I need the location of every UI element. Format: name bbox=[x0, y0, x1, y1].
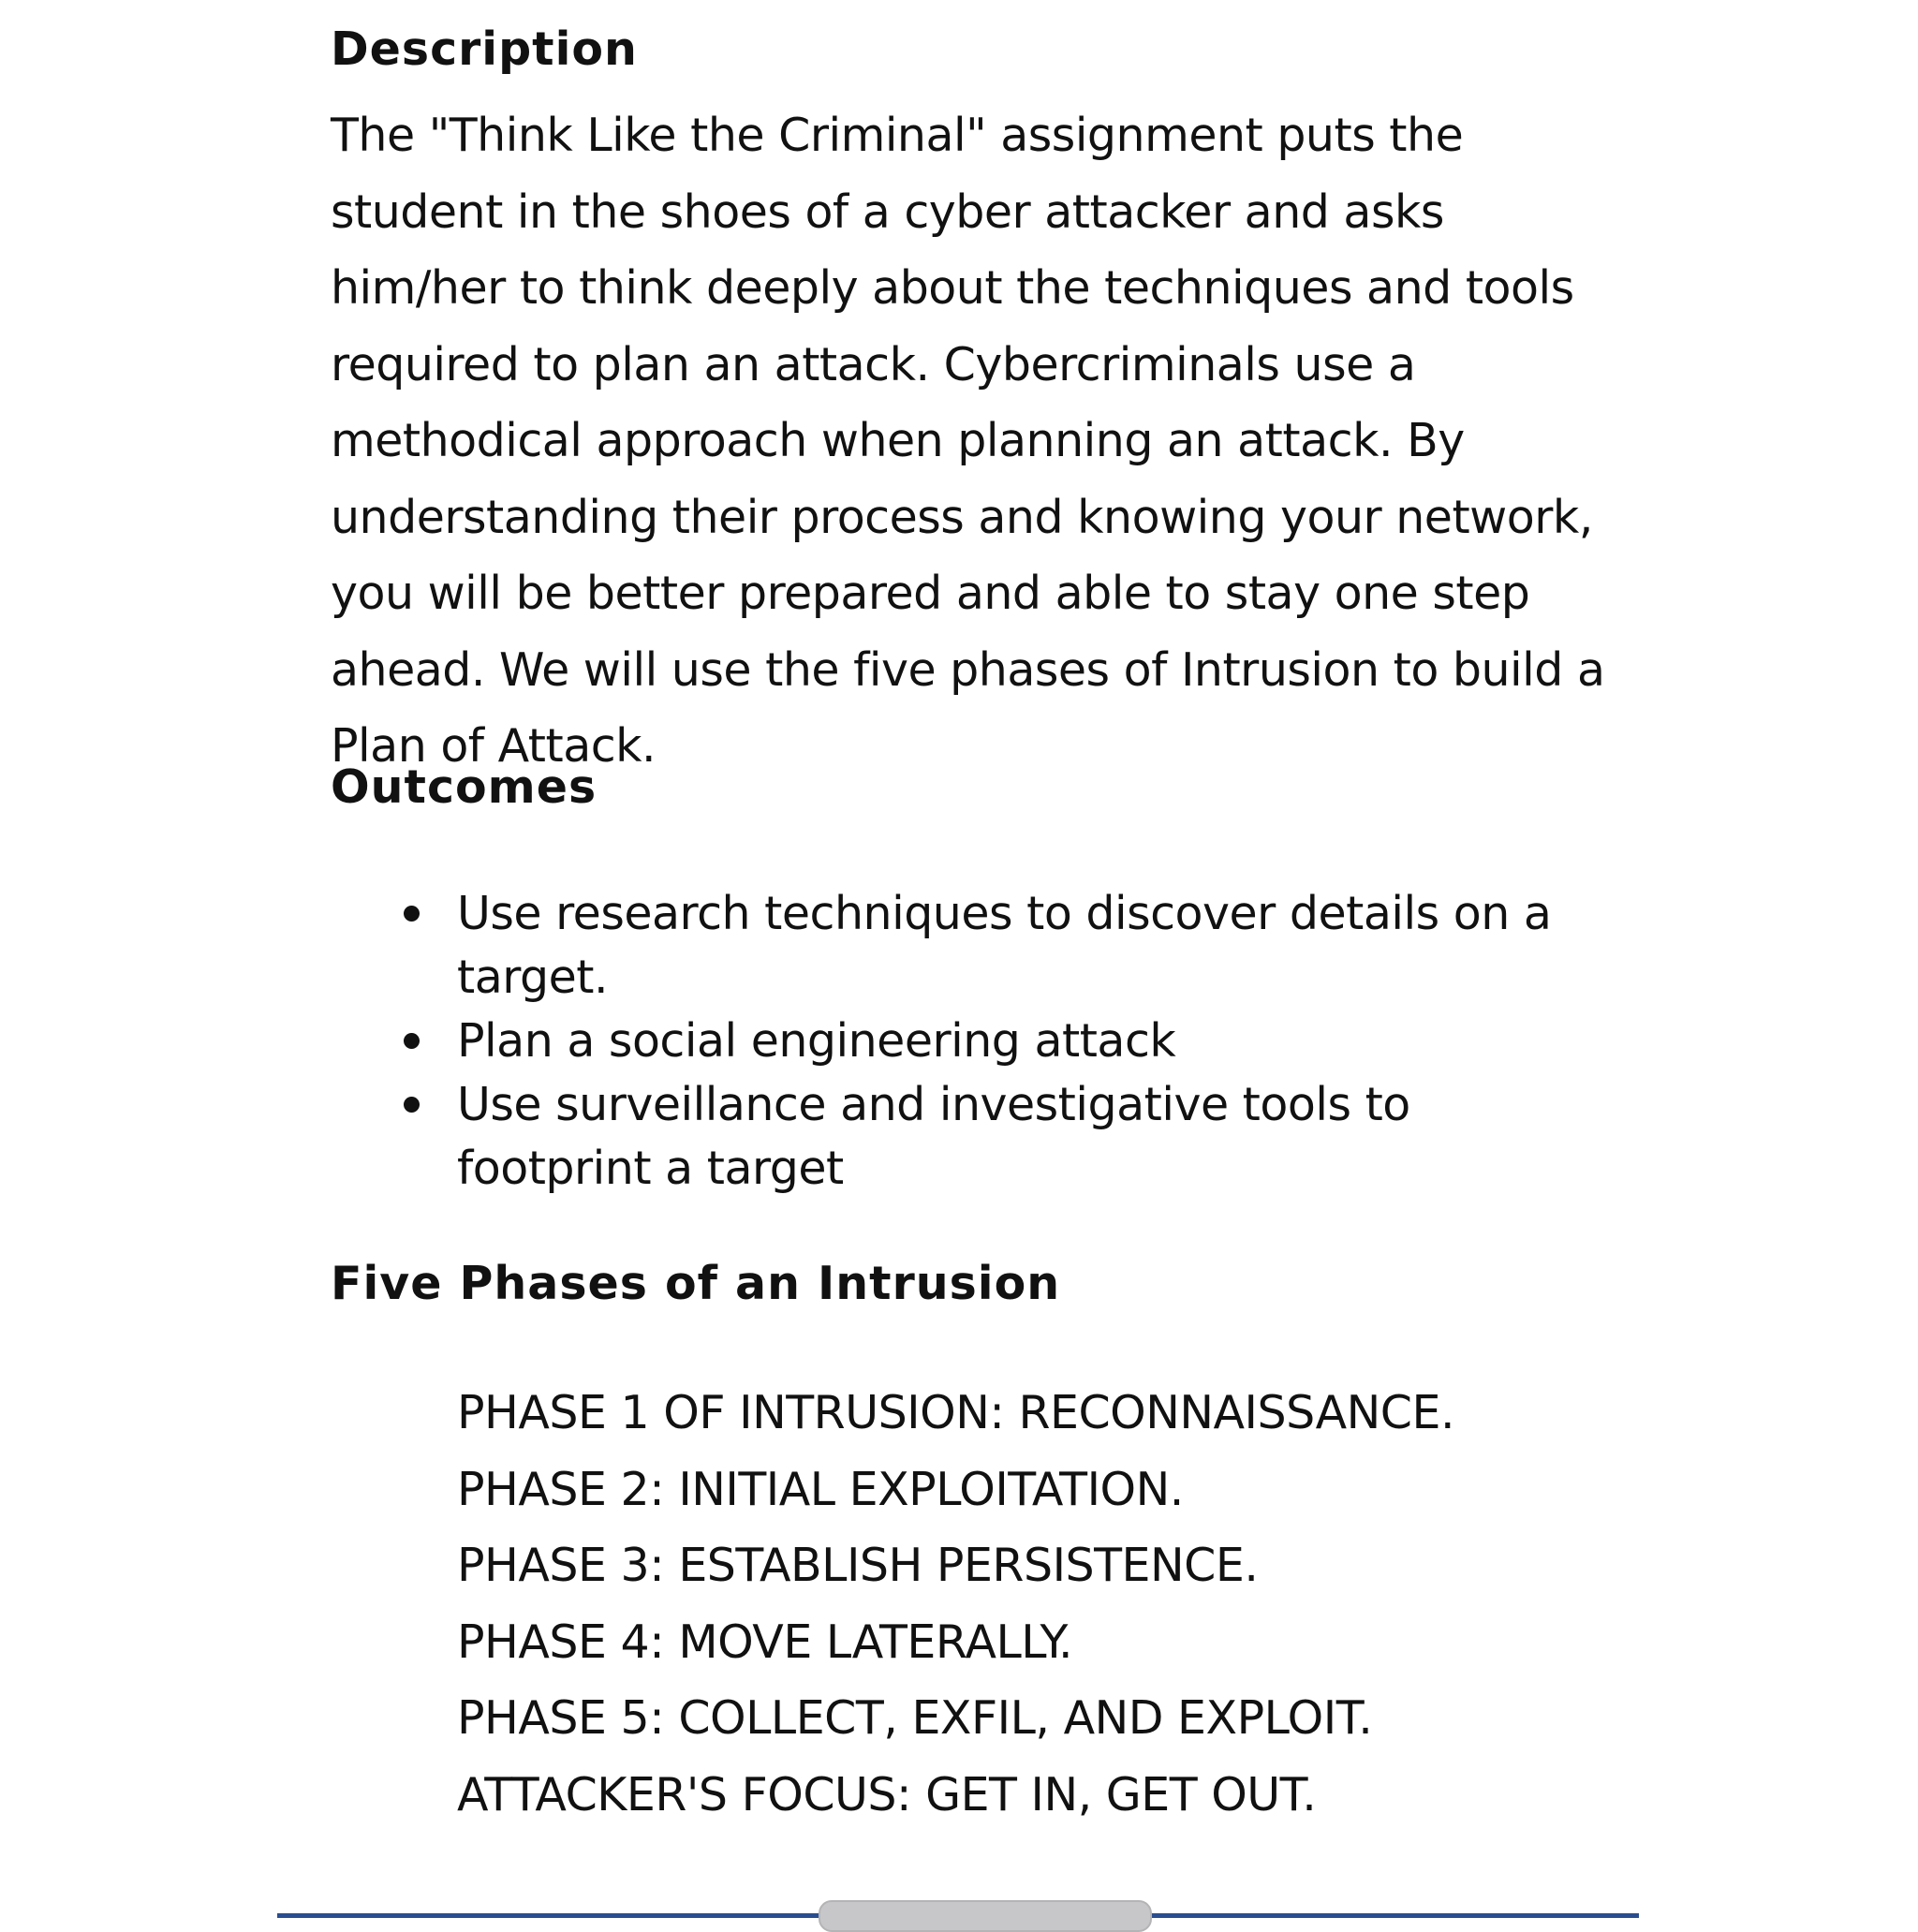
scroll-handle[interactable] bbox=[819, 1900, 1152, 1932]
bullet-icon bbox=[404, 906, 420, 922]
outcome-item bbox=[457, 882, 1614, 1010]
bullet-icon bbox=[404, 1097, 420, 1113]
phase-item: PHASE 4: MOVE LATERALLY. bbox=[457, 1615, 1073, 1669]
phase-item: PHASE 1 OF INTRUSION: RECONNAISSANCE. bbox=[457, 1386, 1455, 1439]
description-heading: Description bbox=[331, 22, 638, 76]
outcome-text: Plan a social engineering attack bbox=[457, 1014, 1176, 1068]
phases-heading: Five Phases of an Intrusion bbox=[331, 1257, 1061, 1310]
outcome-item bbox=[457, 1010, 1614, 1073]
phase-item: PHASE 2: INITIAL EXPLOITATION. bbox=[457, 1462, 1184, 1516]
bullet-icon bbox=[404, 1033, 420, 1049]
description-paragraph: The "Think Like the Criminal" assignment puts the student in the shoes of a cyber attacker and asks him/her to think deeply about the techniques and tools required to plan an attack. Cybercriminals use a methodical approach when planning an attack. By understanding their process and knowing your network, you will be better prepared and able to stay one step ahead. We will use the five phases of Intrusion to build a Plan of Attack. bbox=[331, 109, 1605, 773]
outcome-item bbox=[457, 1073, 1614, 1201]
outcome-text: Use research techniques to discover details on a target. bbox=[457, 887, 1552, 1004]
phase-item: ATTACKER'S FOCUS: GET IN, GET OUT. bbox=[457, 1767, 1317, 1821]
phase-item: PHASE 3: ESTABLISH PERSISTENCE. bbox=[457, 1539, 1259, 1592]
outcomes-heading: Outcomes bbox=[331, 760, 598, 814]
outcome-text: Use surveillance and investigative tools to footprint a target bbox=[457, 1078, 1410, 1195]
outcomes-list bbox=[331, 882, 1614, 1201]
phases-list bbox=[457, 1375, 1454, 1833]
phase-item: PHASE 5: COLLECT, EXFIL, AND EXPLOIT. bbox=[457, 1691, 1373, 1745]
